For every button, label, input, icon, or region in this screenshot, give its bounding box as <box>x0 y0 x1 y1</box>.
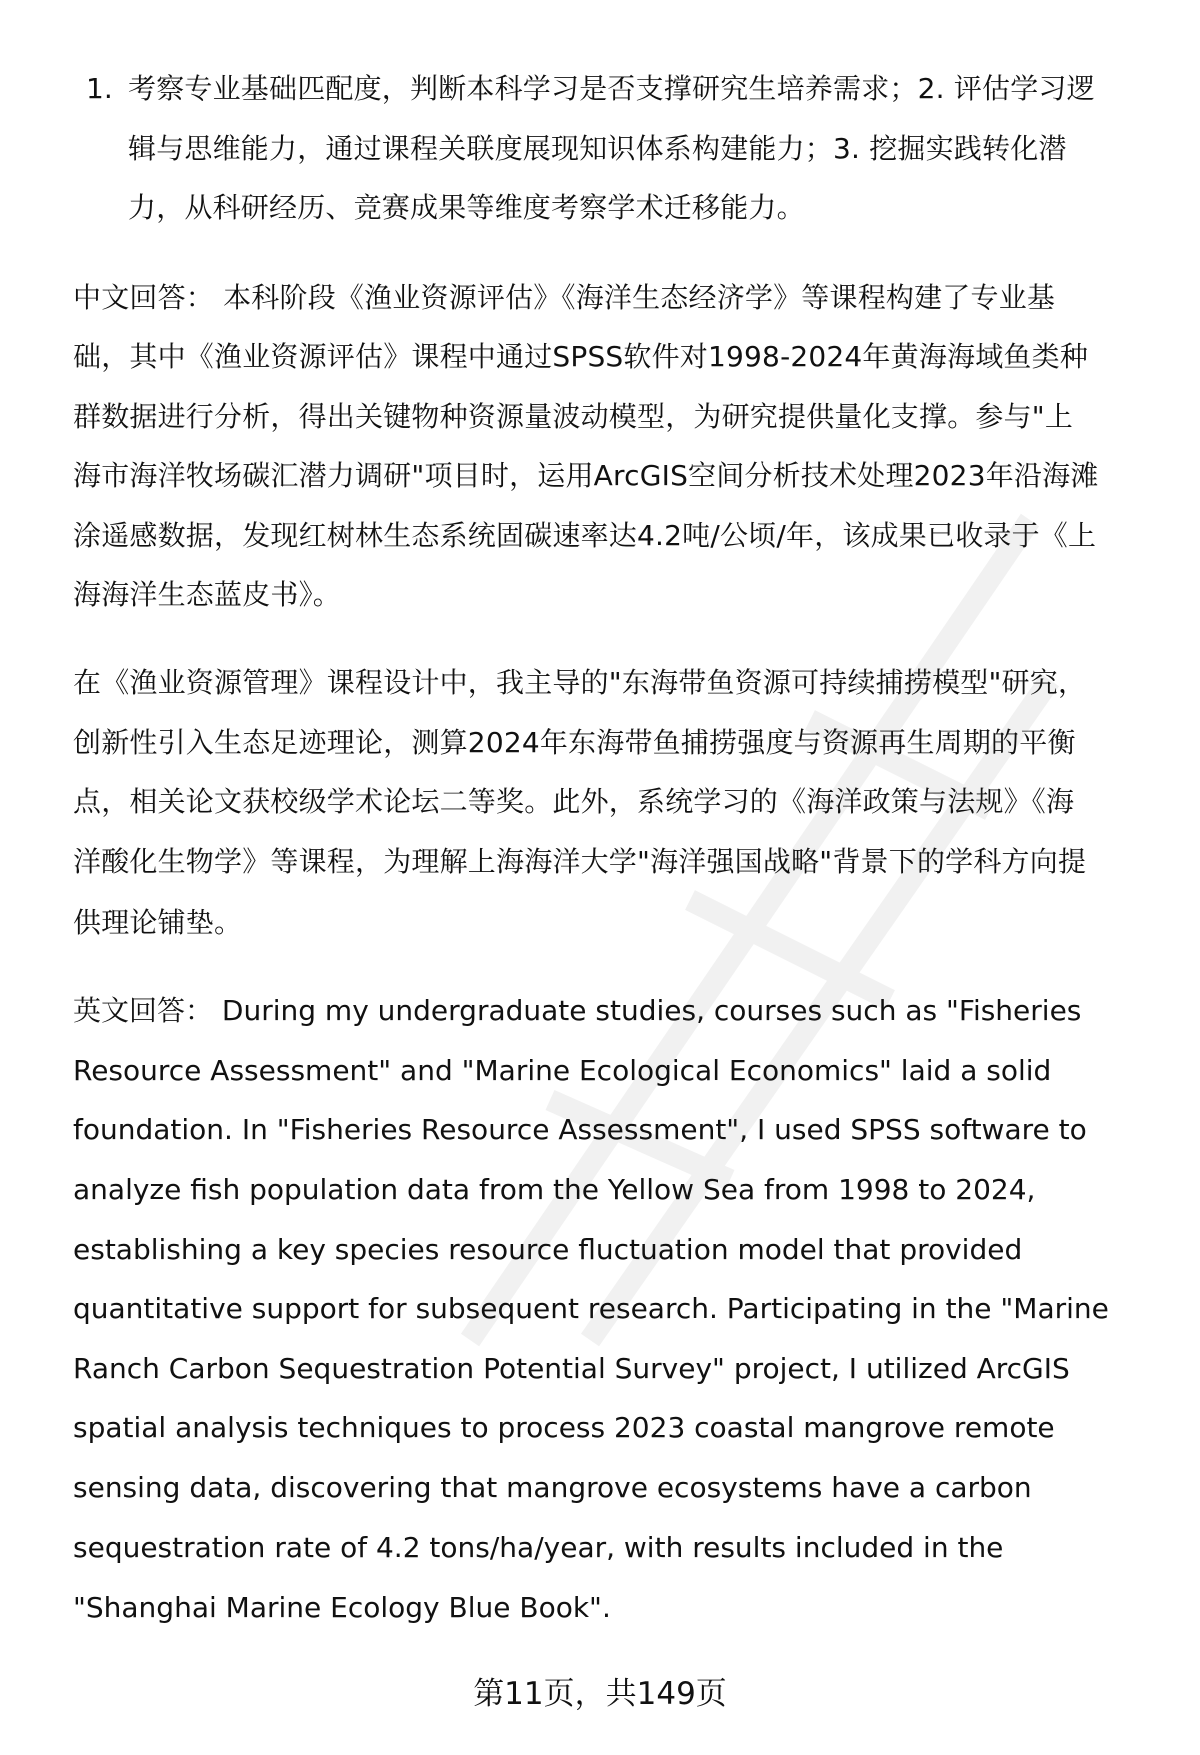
list-number: 1. <box>86 72 113 105</box>
text-line: Resource Assessment" and "Marine Ecological Economics" laid a solid <box>73 1054 1052 1087</box>
text-line: quantitative support for subsequent research. Participating in the "Marine <box>73 1292 1109 1325</box>
text-line: 洋酸化生物学》等课程，为理解上海海洋大学"海洋强国战略"背景下的学科方向提 <box>73 845 1087 878</box>
text-line: 考察专业基础匹配度，判断本科学习是否支撑研究生培养需求；2. 评估学习逻 <box>128 72 1095 105</box>
text-line: 辑与思维能力，通过课程关联度展现知识体系构建能力；3. 挖掘实践转化潜 <box>128 132 1067 165</box>
text-line: sequestration rate of 4.2 tons/ha/year, with results included in the <box>73 1531 1004 1564</box>
text-line: 英文回答： During my undergraduate studies, courses such as "Fisheries <box>73 994 1082 1027</box>
text-line: 供理论铺垫。 <box>73 906 243 939</box>
text-line: 海市海洋牧场碳汇潜力调研"项目时，运用ArcGIS空间分析技术处理2023年沿海滩 <box>73 459 1099 492</box>
text-line: 在《渔业资源管理》课程设计中，我主导的"东海带鱼资源可持续捕捞模型"研究， <box>73 666 1087 699</box>
text-line: 创新性引入生态足迹理论，测算2024年东海带鱼捕捞强度与资源再生周期的平衡 <box>73 726 1076 759</box>
text-line: 础，其中《渔业资源评估》课程中通过SPSS软件对1998-2024年黄海海域鱼类种 <box>73 340 1089 373</box>
text-line: 点，相关论文获校级学术论坛二等奖。此外，系统学习的《海洋政策与法规》《海 <box>73 785 1075 818</box>
text-line: 海海洋生态蓝皮书》。 <box>73 578 342 611</box>
text-line: analyze fish population data from the Yellow Sea from 1998 to 2024, <box>73 1173 1036 1206</box>
text-line: foundation. In "Fisheries Resource Assessment", I used SPSS software to <box>73 1113 1087 1146</box>
text-line: sensing data, discovering that mangrove ecosystems have a carbon <box>73 1471 1032 1504</box>
text-line: establishing a key species resource fluctuation model that provided <box>73 1233 1023 1266</box>
text-line: spatial analysis techniques to process 2023 coastal mangrove remote <box>73 1411 1055 1444</box>
text-line: "Shanghai Marine Ecology Blue Book". <box>73 1591 611 1624</box>
text-line: 力，从科研经历、竞赛成果等维度考察学术迁移能力。 <box>128 191 805 224</box>
text-line: 中文回答： 本科阶段《渔业资源评估》《海洋生态经济学》等课程构建了专业基 <box>73 281 1056 314</box>
text-line: Ranch Carbon Sequestration Potential Survey" project, I utilized ArcGIS <box>73 1352 1070 1385</box>
page-indicator: 第11页，共149页 <box>473 1676 727 1712</box>
text-line: 群数据进行分析，得出关键物种资源量波动模型，为研究提供量化支撑。参与"上 <box>73 400 1074 433</box>
text-line: 涂遥感数据，发现红树林生态系统固碳速率达4.2吨/公顷/年，该成果已收录于《上 <box>73 519 1097 552</box>
